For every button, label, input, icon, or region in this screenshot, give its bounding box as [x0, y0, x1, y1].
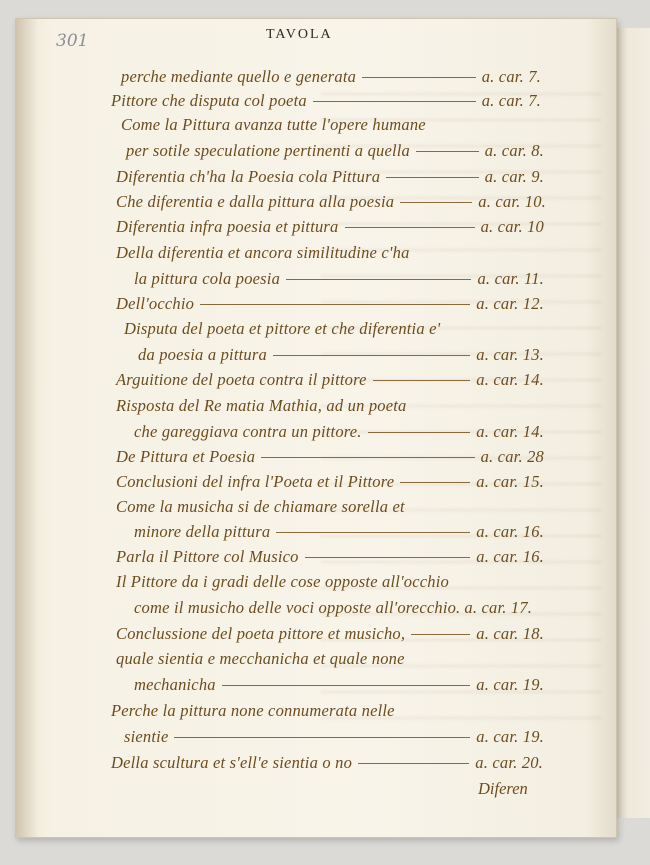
entry-ref: a. car. 9. — [484, 167, 544, 186]
entry-text: Perche la pittura none connumerata nelle — [111, 701, 395, 720]
entry-ref: a. car. 28 — [480, 447, 544, 466]
entry-ref: a. car. 19. — [476, 675, 544, 694]
entry-text: Che diferentia e dalla pittura alla poesia — [116, 192, 395, 211]
toc-entry — [111, 753, 543, 773]
leader-line — [273, 355, 470, 356]
entry-text: da poesia a pittura — [138, 345, 267, 364]
leader-line — [222, 685, 471, 686]
entry-text: Arguitione del poeta contra il pittore — [116, 370, 367, 389]
leader-line — [411, 634, 470, 635]
entry-ref: a. car. 20. — [475, 753, 543, 772]
toc-entry — [116, 547, 544, 567]
manuscript-page — [15, 18, 617, 838]
catchword: Diferen — [478, 779, 528, 798]
toc-entry — [116, 243, 536, 263]
entry-text: De Pittura et Poesia — [116, 447, 256, 466]
entry-ref: a. car. 10 — [480, 217, 544, 236]
entry-ref: a. car. 18. — [476, 624, 544, 643]
toc-entry — [134, 598, 546, 618]
toc-entry — [116, 294, 544, 314]
leader-line — [261, 457, 474, 458]
leader-line — [368, 432, 471, 433]
entry-text: che gareggiava contra un pittore. — [134, 422, 362, 441]
entry-ref: a. car. 19. — [476, 727, 544, 746]
entry-ref: a. car. 15. — [476, 472, 544, 491]
leader-line — [345, 227, 475, 228]
entry-text: sientie — [124, 727, 169, 746]
entry-ref: a. car. 7. — [481, 67, 541, 86]
leader-line — [305, 557, 471, 558]
entry-text: mechanicha — [134, 675, 216, 694]
entry-text: Diferentia ch'ha la Poesia cola Pittura — [116, 167, 381, 186]
toc-entry — [111, 701, 531, 721]
entry-text: quale sientia e mecchanicha et quale none — [116, 649, 405, 668]
entry-ref: a. car. 16. — [476, 547, 544, 566]
toc-entry — [116, 472, 544, 492]
toc-entry — [126, 141, 544, 161]
entry-text: per sotile speculatione pertinenti a quella — [126, 141, 411, 160]
table-of-contents — [16, 19, 616, 837]
entry-text: Dell'occhio — [116, 294, 195, 313]
toc-entry — [111, 91, 541, 111]
entry-text: Della diferentia et ancora similitudine c'ha — [116, 243, 410, 262]
leader-line — [174, 737, 470, 738]
toc-entry — [116, 447, 544, 467]
entry-ref: a. car. 7. — [481, 91, 541, 110]
toc-entry — [116, 370, 544, 390]
leader-line — [386, 177, 479, 178]
entry-ref: a. car. 10. — [478, 192, 546, 211]
entry-text: Conclussione del poeta pittore et musicho, — [116, 624, 406, 643]
leader-line — [373, 380, 471, 381]
toc-entry — [116, 192, 546, 212]
entry-text: perche mediante quello e generata — [121, 67, 357, 86]
leader-line — [276, 532, 470, 533]
entry-text: la pittura cola poesia — [134, 269, 281, 288]
toc-entry — [116, 396, 536, 416]
leader-line — [416, 151, 479, 152]
leader-line — [400, 202, 472, 203]
page-header: TAVOLA — [266, 27, 333, 42]
toc-entry — [124, 319, 544, 339]
entry-ref: a. car. 11. — [477, 269, 544, 288]
toc-entry — [134, 422, 544, 442]
entry-ref: a. car. 14. — [476, 370, 544, 389]
toc-entry — [116, 649, 536, 669]
adjacent-page-edge — [612, 28, 650, 818]
entry-text: come il musicho delle voci opposte all'orecchio. — [134, 598, 461, 617]
toc-entry — [116, 167, 544, 187]
leader-line — [286, 279, 471, 280]
toc-entry — [134, 522, 544, 542]
entry-ref: a. car. 12. — [476, 294, 544, 313]
entry-ref: a. car. 17. — [464, 598, 533, 617]
toc-entry — [124, 727, 544, 747]
toc-entry — [121, 115, 541, 135]
toc-entry — [116, 497, 536, 517]
entry-ref: a. car. 13. — [476, 345, 544, 364]
toc-entry — [134, 675, 544, 695]
leader-line — [362, 77, 476, 78]
entry-text: Diferentia infra poesia et pittura — [116, 217, 339, 236]
entry-text: Pittore che disputa col poeta — [111, 91, 307, 110]
entry-text: minore della pittura — [134, 522, 271, 541]
leader-line — [400, 482, 470, 483]
entry-text: Conclusioni del infra l'Poeta et il Pittore — [116, 472, 395, 491]
folio-number: 301 — [56, 31, 89, 51]
entry-text: Come la musicha si de chiamare sorella et — [116, 497, 405, 516]
entry-ref: a. car. 14. — [476, 422, 544, 441]
toc-entry — [116, 624, 544, 644]
entry-text: Disputa del poeta et pittore et che diferentia e' — [124, 319, 441, 338]
entry-text: Risposta del Re matia Mathia, ad un poeta — [116, 396, 407, 415]
toc-entry — [116, 572, 546, 592]
entry-text: Il Pittore da i gradi delle cose opposte all'occhio — [116, 572, 449, 591]
entry-text: Della scultura et s'ell'e sientia o no — [111, 753, 353, 772]
leader-line — [358, 763, 469, 764]
leader-line — [313, 101, 476, 102]
entry-text: Come la Pittura avanza tutte l'opere humane — [121, 115, 426, 134]
toc-entry — [134, 269, 544, 289]
toc-entry — [116, 217, 544, 237]
leader-line — [200, 304, 470, 305]
entry-text: Parla il Pittore col Musico — [116, 547, 299, 566]
toc-entry — [121, 67, 541, 87]
entry-ref: a. car. 8. — [484, 141, 544, 160]
entry-ref: a. car. 16. — [476, 522, 544, 541]
toc-entry — [138, 345, 544, 365]
